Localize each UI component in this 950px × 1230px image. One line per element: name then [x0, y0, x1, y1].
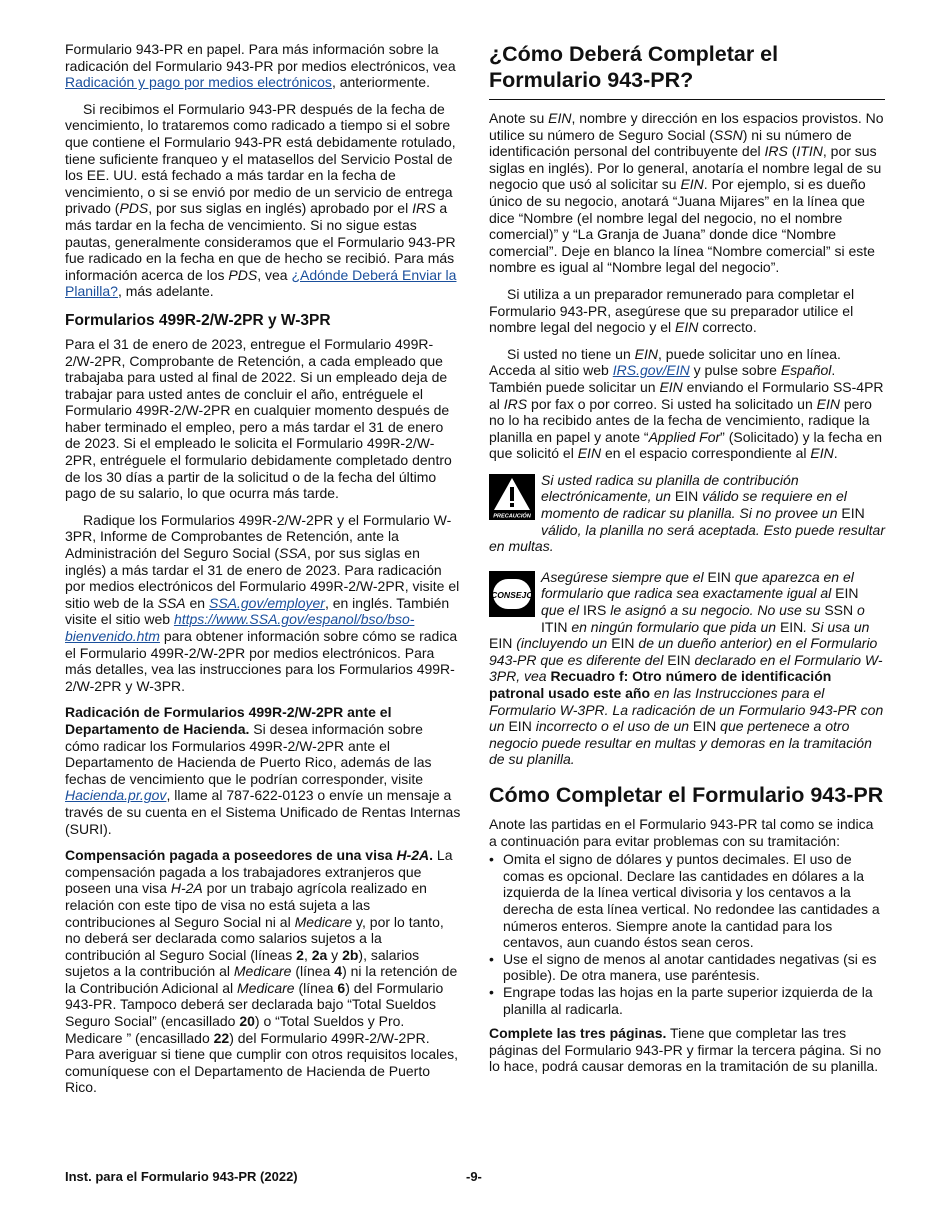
list-item: • Use el signo de menos al anotar cantidades negativas (si es posible). De otra manera, use paréntesis. — [489, 951, 885, 984]
link-electronic-filing[interactable]: Radicación y pago por medios electrónicos — [65, 74, 332, 91]
paragraph: Para el 31 de enero de 2023, entregue el Formulario 499R-2/W-2PR, Comprobante de Retención, a cada empleado que trabajaba para usted al final de 2022. Si un empleado deja de trabajar para usted antes de concluir el año, entréguele el Formulario 499R-2/W-2PR en cualquier momento después de haber terminado el empleo, pero a más tardar el 31 de enero de 2023. Si el empleado le solicita el Formulario 499R-2/W-2PR, entréguele el formulario debidamente completado dentro de los 30 días a partir de la solicitud o de la fecha del último pago de su salario, lo que ocurra más tarde. — [65, 335, 452, 502]
link-where-to-send[interactable]: ¿Adónde Deberá Enviar la Planilla? — [65, 266, 457, 300]
paragraph: Anote su EIN, nombre y dirección en los espacios provistos. No utilice su número de Seguro Social (SSN) ni su número de identificación personal del contribuyente del IRS (ITIN, por sus siglas en inglés). Por lo general, anotaría el nombre legal de su negocio que usó al solicitar su EIN. Por ejemplo, si es dueño único de su negocio, anotará “Juana Mijares” en la línea que dice “Nombre (el nombre legal del negocio, no el nombre comercial)” y “La Granja de Juana” donde dice “Nombre comercial”. Deje en blanco la línea “Nombre comercial” si este nombre es igual al “Nombre legal del negocio”. — [489, 110, 884, 276]
link-irs-ein[interactable]: IRS.gov/EIN — [612, 362, 690, 379]
tip-icon — [489, 571, 535, 617]
right-column — [489, 41, 885, 1085]
list-item: • Omita el signo de dólares y puntos decimales. El uso de comas es opcional. Declare las cantidades en dólares a la izquierda de la línea vertical divisoria y los centavos a la derecha de esta línea vertical. No redondee las cantidades a números enteros. Siempre anote la cantidad para los centavos, aun cuando éstos sean ceros. — [489, 851, 885, 951]
section-heading: ¿Cómo Deberá Completar el Formulario 943-PR? — [489, 41, 885, 100]
bullet-list — [489, 851, 885, 1017]
paragraph: Si usted no tiene un EIN, puede solicitar uno en línea. Acceda al sitio web IRS.gov/EIN y pulse sobre Español. También puede solicitar un EIN enviando el Formulario SS-4PR al IRS por fax o por correo. Si usted ha solicitado un EIN pero no lo ha recibido antes de la fecha de vencimiento, radique la planilla en papel y anote “Applied For” (Solicitado) y la fecha en que solicitó el EIN en el espacio correspondiente al EIN. — [489, 345, 884, 462]
caution-note: PRECAUCIÓN Si usted radica su planilla de contribución electrónicamente, un EIN válido se requiere en el momento de radicar su planilla. Si no provee un EIN válido, la planilla no será aceptada. Esto puede resultar en multas. — [489, 471, 885, 555]
paragraph: Si utiliza a un preparador remunerado para completar el Formulario 943-PR, asegúrese que su preparador utilice el nombre legal del negocio y el EIN correcto. — [489, 285, 855, 336]
caution-icon — [489, 474, 535, 520]
section-heading: Formularios 499R-2/W-2PR y W-3PR — [65, 311, 331, 329]
tip-label: CONSEJO — [490, 589, 534, 600]
paragraph: Formulario 943-PR en papel. Para más información sobre la radicación del Formulario 943-PR por medios electrónicos, vea Radicación y pago por medios electrónicos, anteriormente. — [65, 41, 456, 91]
page-number: -9- — [466, 1169, 482, 1184]
paragraph: Compensación pagada a poseedores de una visa H-2A. La compensación pagada a los trabajadores extranjeros que poseen una visa H-2A por un trabajo agrícola realizado en relación con este tipo de visa no está sujeta a las contribuciones al Seguro Social ni al Medicare y, por lo tanto, no deberá ser declarada como salarios sujetos a la contribución al Seguro Social (líneas 2, 2a y 2b), salarios sujetos a la contribución al Medicare (línea 4) ni la retención de la Contribución Adicional al Medicare (línea 6) del Formulario 943-PR. Tampoco deberá ser declarada bajo “Total Sueldos Seguro Social” (encasillado 20) o “Total Sueldos y Pro. Medicare ” (encasillado 22) del Formulario 499R-2/W-2PR. Para averiguar si tiene que cumplir con otros requisitos locales, comuníquese con el Departamento de Hacienda de Puerto Rico. — [65, 847, 458, 1096]
paragraph: Radicación de Formularios 499R-2/W-2PR ante el Departamento de Hacienda. Si desea información sobre cómo radicar los Formularios 499R-2/W-2PR ante el Departamento de Hacienda de Puerto Rico, además de las fechas de vencimiento que le podrían corresponder, visite Hacienda.pr.gov, llame al 787-622-0123 o envíe un mensaje a través de su cuenta en el Sistema Unificado de Rentas Internas (SURI). — [65, 704, 461, 837]
section-heading: Cómo Completar el Formulario 943-PR — [489, 782, 884, 807]
paragraph: Complete las tres páginas. Tiene que completar las tres páginas del Formulario 943-PR y firmar la tercera página. Si no lo hace, podrá causar demoras en la tramitación de su planilla. — [489, 1025, 882, 1075]
page-footer — [65, 1169, 885, 1186]
footer-title: Inst. para el Formulario 943-PR (2022) — [65, 1169, 298, 1184]
link-hacienda[interactable]: Hacienda.pr.gov — [65, 787, 167, 804]
caution-label: PRECAUCIÓN — [493, 513, 531, 520]
link-ssa-employer[interactable]: SSA.gov/employer — [208, 594, 325, 611]
paragraph: Si recibimos el Formulario 943-PR después de la fecha de vencimiento, lo trataremos como radicado a tiempo si el sobre que contiene el Formulario 943-PR está debidamente rotulado, tiene suficiente franqueo y el matasellos del Servicio Postal de los EE. UU. está fechado a más tardar en la fecha de vencimiento, o si se envió por medio de un servicio de entrega privado (PDS, por sus siglas en inglés) aprobado por el IRS a más tardar en la fecha de vencimiento. Si no sigue estas pautas, generalmente consideramos que el Formulario 943-PR fue radicado en la fecha en que de hecho se recibió. Para más información acerca de los PDS, vea ¿Adónde Deberá Enviar la Planilla?, más adelante. — [65, 100, 457, 300]
paragraph: Anote las partidas en el Formulario 943-PR tal como se indica a continuación para evitar problemas con su tramitación: — [489, 815, 874, 849]
tip-note: CONSEJO Asegúrese siempre que el EIN que aparezca en el formulario que radica sea exactamente igual al EIN que el IRS le asignó a su negocio. No use su SSN o ITIN en ningún formulario que pida un EIN. Si usa un EIN (incluyendo un EIN de un dueño anterior) en el Formulario 943-PR que es diferente del EIN declarado en el Formulario W-3PR, vea Recuadro f: Otro número de identificación patronal usado este año en las Instrucciones para el Formulario W-3PR. La radicación de un Formulario 943-PR con un EIN incorrecto o el uso de un EIN que pertenece a otro negocio puede resultar en multas y demoras en la tramitación de su planilla. — [489, 568, 884, 768]
list-item: • Engrape todas las hojas en la parte superior izquierda de la planilla al radicarla. — [489, 984, 885, 1017]
link-ssa-bso[interactable]: https://www.SSA.gov/espanol/bso/bso-bienvenido.htm — [65, 611, 415, 644]
paragraph: Radique los Formularios 499R-2/W-2PR y el Formulario W-3PR, Informe de Comprobantes de Retención, ante la Administración del Seguro Social (SSA, por sus siglas en inglés) a más tardar el 31 de enero de 2023. Para radicación por medios electrónicos del Formulario 499R-2/W-2PR, visite el sitio web de la SSA en SSA.gov/employer, en inglés. También visite el sitio web https://www.SSA.gov/espanol/bso/bso-bienvenido.htm para obtener información sobre cómo se radica el Formulario 499R-2/W-2PR por medios electrónicos. Para más detalles, vea las instrucciones para los Formularios 499R-2/W-2PR y W-3PR. — [65, 511, 460, 694]
left-column — [65, 41, 461, 1106]
